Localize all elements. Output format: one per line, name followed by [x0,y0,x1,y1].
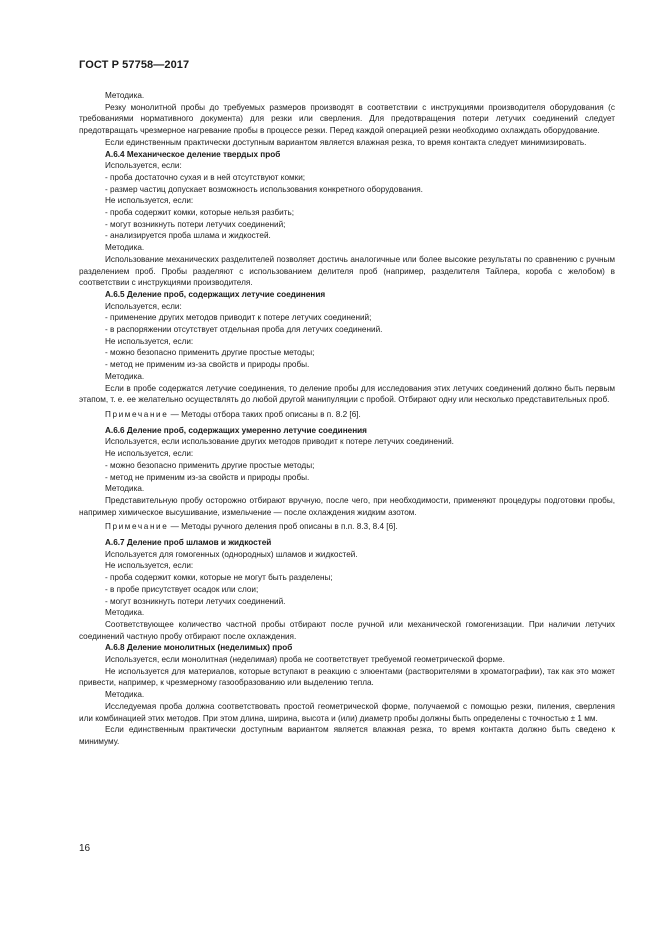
page-number: 16 [79,843,91,854]
list-item: - метод не применим из-за свойств и природы пробы. [105,360,310,370]
note-label: Примечание [105,522,169,532]
paragraph: Если единственным практически доступным вариантом является влажная резка, то время контакта следует минимизировать. [105,137,587,147]
note-text: — Методы отбора таких проб описаны в п. 8.2 [6]. [168,409,361,419]
method-label: Методика. [105,243,145,253]
section-heading-a64: А.6.4 Механическое деление твердых проб [105,149,281,159]
list-item: - анализируется проба шлама и жидкостей. [105,231,271,241]
list-item: - могут возникнуть потери летучих соединений; [105,219,286,229]
list-item: - размер частиц допускает возможность использования конкретного оборудования. [105,184,423,194]
list-item: - можно безопасно применить другие простые методы; [105,348,315,358]
used-if-label: Используется для гомогенных (однородных) шламов и жидкостей. [105,549,358,559]
list-item: - в распоряжении отсутствует отдельная проба для летучих соединений. [105,325,383,335]
used-if-label: Используется, если использование других методов приводит к потере летучих соединений. [105,437,454,447]
paragraph: Если в пробе содержатся летучие соединения, то деление пробы для исследования этих летучих соединений должно быть первым этапом, т. е. ее желательно осуществлять до любой другой манипуляции с пробой. Отбирают одну или несколько представительных проб. [79,383,615,405]
list-item: - применение других методов приводит к потере летучих соединений; [105,313,372,323]
section-heading-a65: А.6.5 Деление проб, содержащих летучие соединения [105,289,326,299]
method-label: Методика. [105,608,145,618]
paragraph: Резку монолитной пробы до требуемых размеров производят в соответствии с инструкциями производителя оборудования (с требованиями нормативного документа) для резки или сверления. Для предотвращения потери летучих соединений следует предотвращать чрезмерное нагревание пробы в процессе резки. Перед каждой операцией резки необходимо охлаждать оборудование. [79,102,615,136]
section-heading-a68: А.6.8 Деление монолитных (неделимых) проб [105,643,293,653]
used-if-label: Используется, если: [105,301,182,311]
paragraph: Исследуемая проба должна соответствовать простой геометрической форме, получаемой с помощью резки, пиления, сверления или комбинацией этих методов. При этом длина, ширина, высота и (или) диаметр пробы должны быть определены с точностью ± 1 мм. [79,701,615,723]
method-label: Методика. [105,371,145,381]
not-used-if-label: Не используется, если: [105,449,194,459]
paragraph: Представительную пробу осторожно отбирают вручную, после чего, при необходимости, применяют процедуры подготовки пробы, например химическое высушивание, измельчение — после охлаждения жидким азотом. [79,495,615,517]
used-if-label: Используется, если: [105,161,182,171]
method-label: Методика. [105,690,145,700]
method-label: Методика. [105,91,145,100]
list-item: - могут возникнуть потери летучих соединений. [105,596,286,606]
document-body [79,90,615,748]
used-if-label: Используется, если монолитная (неделимая) проба не соответствует требуемой геометрической форме. [105,655,505,665]
note-label: Примечание [105,409,169,419]
paragraph: Если единственным практически доступным вариантом является влажная резка, то время контакта должно быть сведено к минимуму. [79,725,615,746]
note [79,409,615,421]
list-item: - метод не применим из-за свойств и природы пробы. [105,472,310,482]
list-item: - проба содержит комки, которые не могут быть разделены; [105,573,333,583]
list-item: - можно безопасно применить другие простые методы; [105,460,315,470]
not-used-if-label: Не используется, если: [105,196,194,206]
paragraph: Не используется для материалов, которые вступают в реакцию с элюентами (растворителями в хроматографии), так как это может привести, например, к чрезмерному газообразованию или выделению тепла. [79,666,615,688]
note-text: — Методы ручного деления проб описаны в п.п. 8.3, 8.4 [6]. [168,522,398,532]
paragraph: Использование механических разделителей позволяет достичь аналогичные или более высокие результаты по сравнению с ручным разделением проб. Пробы разделяют с использованием делителя проб (например, разделителя Тайлера, короба с желобом) в соответствии с инструкциями производителя. [79,254,615,288]
section-heading-a66: А.6.6 Деление проб, содержащих умеренно летучие соединения [105,425,367,435]
not-used-if-label: Не используется, если: [105,336,194,346]
document-header: ГОСТ Р 57758—2017 [79,59,190,71]
paragraph: Соответствующее количество частной пробы отбирают после ручной или механической гомогенизации. При наличии летучих соединений частную пробу отбирают после охлаждения. [79,619,615,641]
not-used-if-label: Не используется, если: [105,561,194,571]
list-item: - проба достаточно сухая и в ней отсутствуют комки; [105,172,306,182]
list-item: - проба содержит комки, которые нельзя разбить; [105,208,295,218]
list-item: - в пробе присутствует осадок или слои; [105,584,259,594]
note [79,521,615,533]
method-label: Методика. [105,484,145,494]
section-heading-a67: А.6.7 Деление проб шламов и жидкостей [105,538,272,548]
